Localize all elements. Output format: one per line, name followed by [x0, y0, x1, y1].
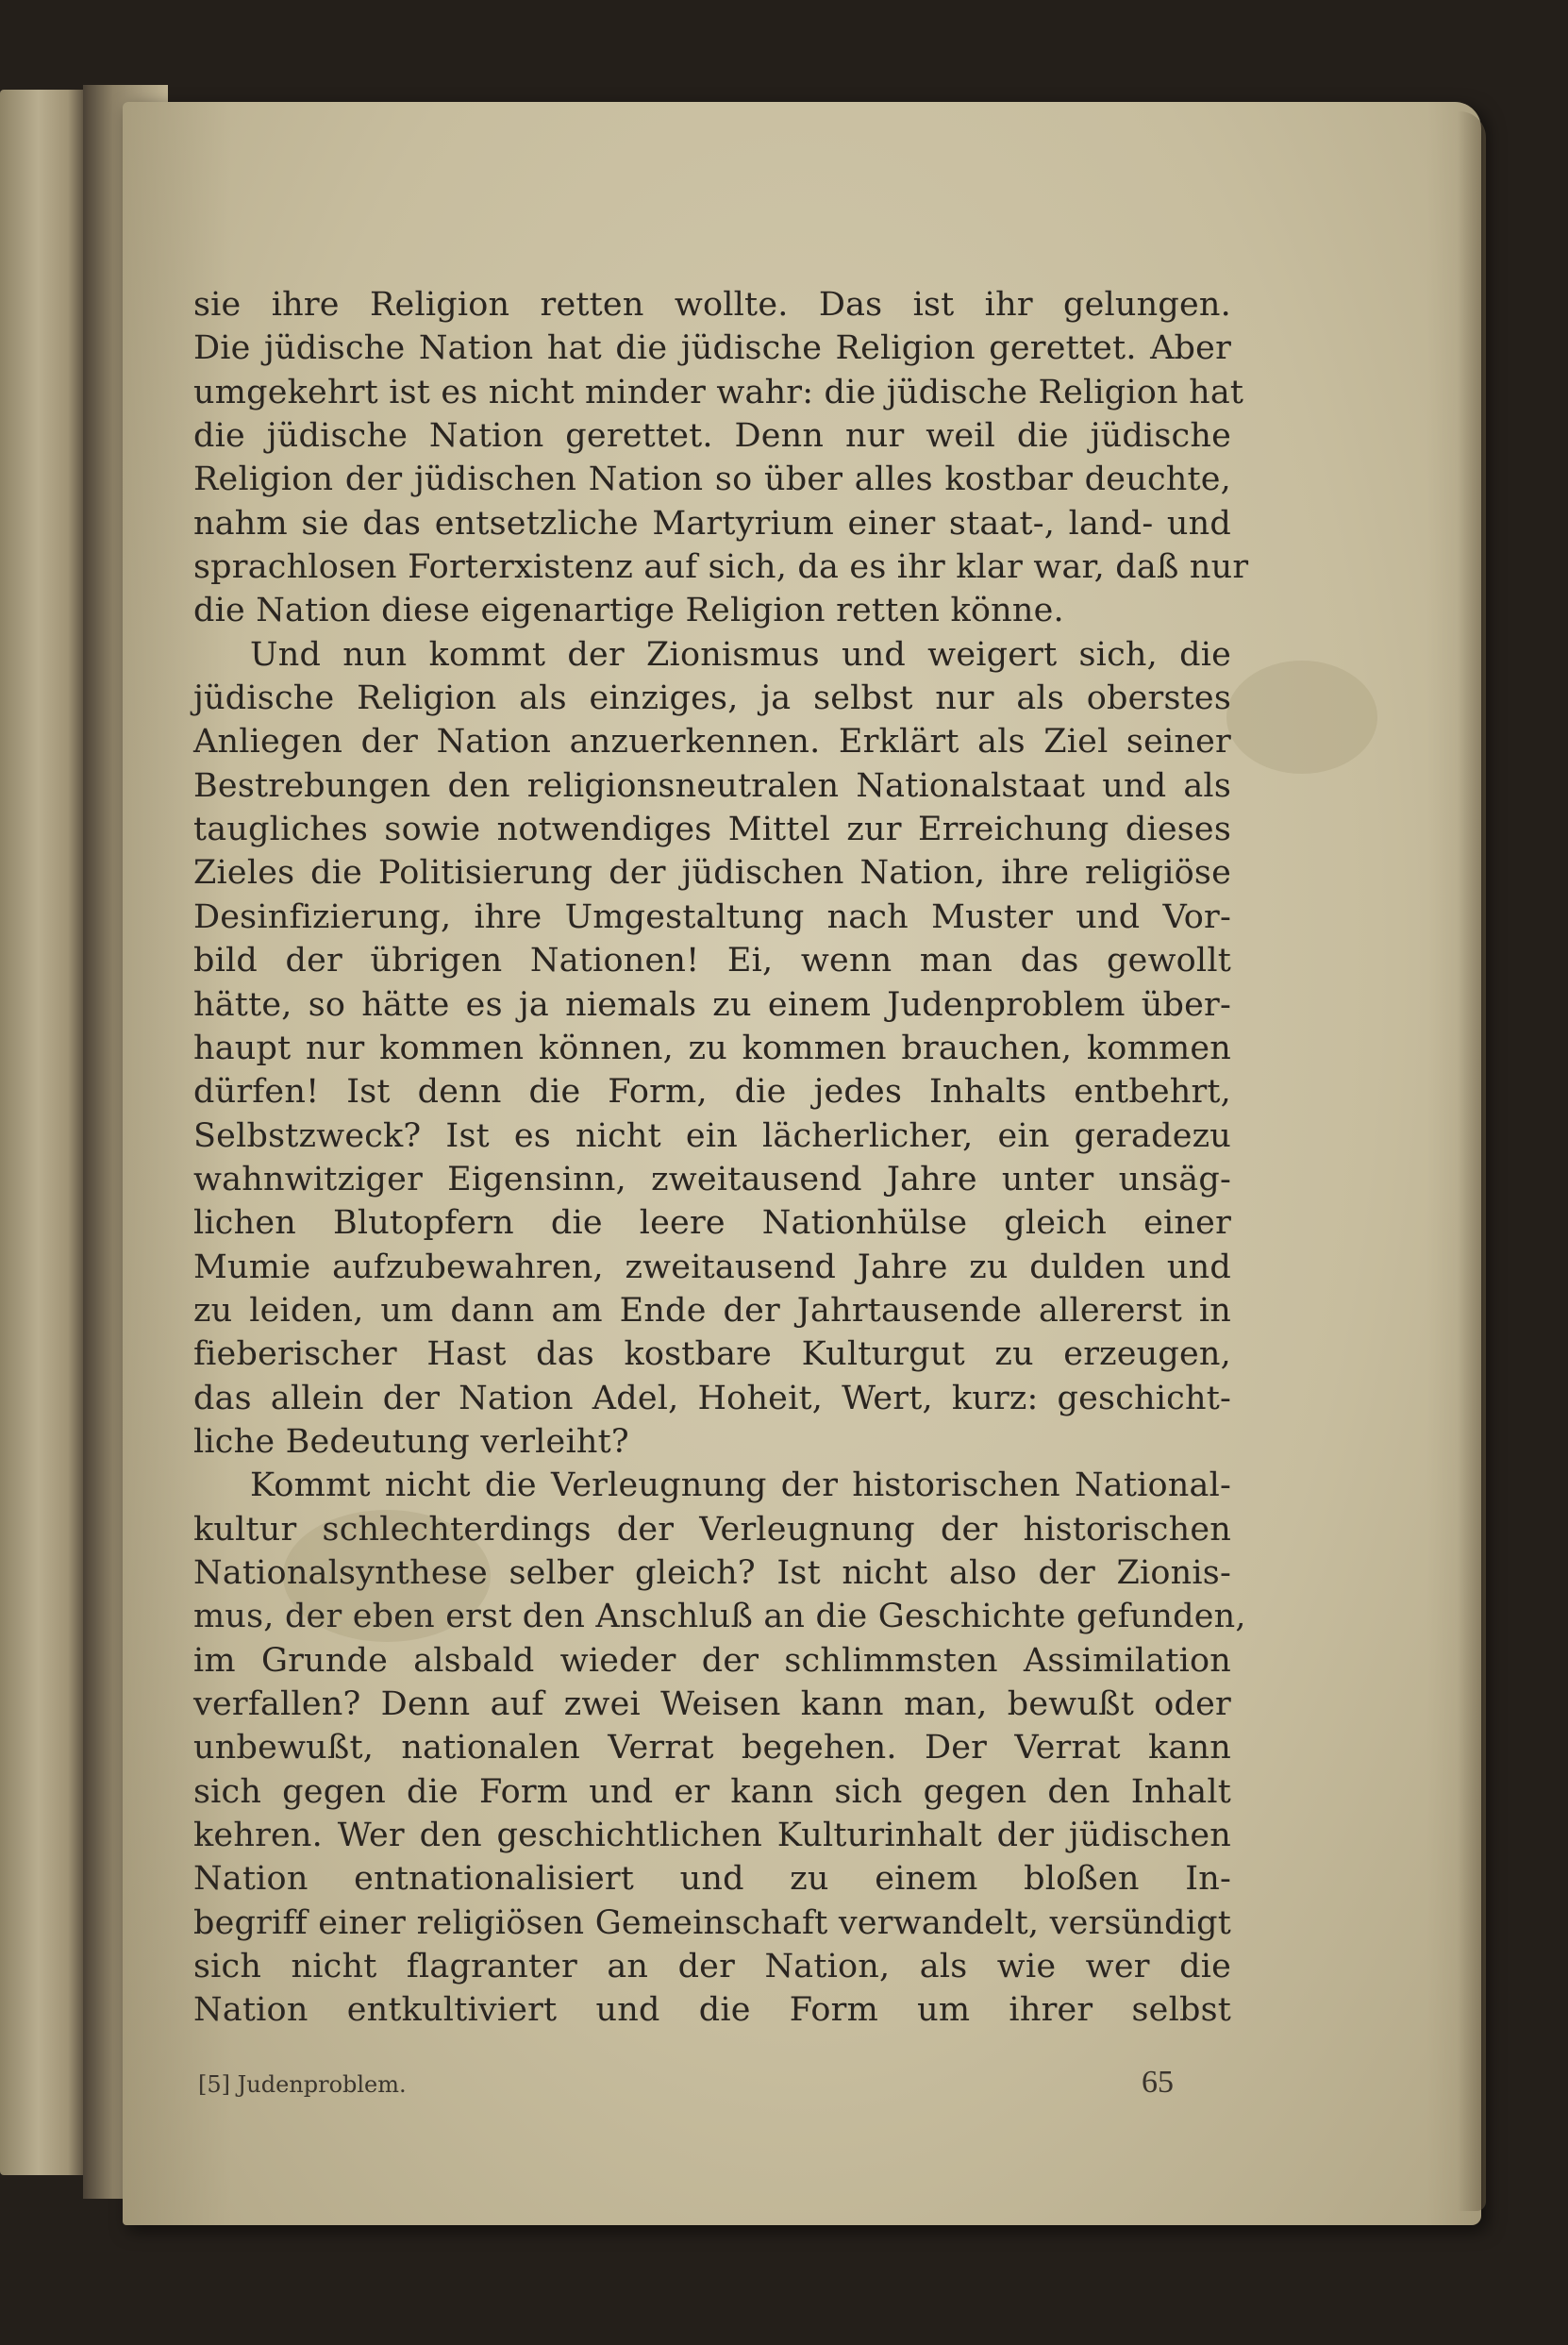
text-line: Zieles die Politisierung der jüdischen Nation, ihre religiöse	[193, 854, 1231, 893]
text-line: zu leiden, um dann am Ende der Jahrtausende allererst in	[193, 1291, 1231, 1330]
text-line: Desinfizierung, ihre Umgestaltung nach Muster und Vor-	[193, 897, 1231, 936]
text-line: Religion der jüdischen Nation so über alles kostbar deuchte,	[193, 461, 1231, 499]
text-line: kehren. Wer den geschichtlichen Kulturinhalt der jüdischen	[193, 1817, 1231, 1855]
text-line: im Grunde alsbald wieder der schlimmsten Assimilation	[193, 1641, 1231, 1680]
text-line: Nationalsynthese selber gleich? Ist nicht also der Zionis-	[193, 1553, 1231, 1592]
text-line: kultur schlechterdings der Verleugnung der historischen	[193, 1510, 1231, 1549]
text-line: mus, der eben erst den Anschluß an die Geschichte gefunden,	[193, 1598, 1246, 1636]
text-line: die Nation diese eigenartige Religion retten könne.	[193, 592, 1064, 630]
body-text	[193, 283, 1249, 2033]
paper-stain	[1226, 661, 1377, 774]
text-line: unbewußt, nationalen Verrat begehen. Der Verrat kann	[193, 1729, 1231, 1767]
page-number: 65	[1142, 2065, 1174, 2100]
text-line: wahnwitziger Eigensinn, zweitausend Jahre unter unsäg-	[193, 1160, 1231, 1198]
text-line: Bestrebungen den religionsneutralen Nationalstaat und als	[193, 766, 1231, 805]
text-line: haupt nur kommen können, zu kommen brauchen, kommen	[193, 1029, 1231, 1067]
text-line: sich nicht flagranter an der Nation, als wie wer die	[193, 1948, 1231, 1986]
text-line: liche Bedeutung verleiht?	[193, 1422, 629, 1461]
text-line: Nation entnationalisiert und zu einem bloßen In-	[193, 1860, 1231, 1899]
text-line: hätte, so hätte es ja niemals zu einem Judenproblem über-	[193, 985, 1231, 1024]
text-line: sich gegen die Form und er kann sich gegen den Inhalt	[193, 1772, 1231, 1811]
text-line: lichen Blutopfern die leere Nationhülse gleich einer	[193, 1204, 1231, 1243]
left-page-edge	[0, 90, 85, 2175]
text-line: fieberischer Hast das kostbare Kulturgut zu erzeugen,	[193, 1335, 1231, 1374]
text-line: nahm sie das entsetzliche Martyrium einer staat-, land- und	[193, 504, 1231, 543]
text-line: bild der übrigen Nationen! Ei, wenn man das gewollt	[193, 942, 1231, 980]
text-line: sie ihre Religion retten wollte. Das ist ihr gelungen.	[193, 286, 1231, 324]
text-line: Anliegen der Nation anzuerkennen. Erklärt als Ziel seiner	[193, 723, 1231, 762]
text-line: sprachlosen Forterxistenz auf sich, da es ihr klar war, daß nur	[193, 548, 1249, 587]
text-line: Nation entkultiviert und die Form um ihrer selbst	[193, 1991, 1231, 2030]
text-line: jüdische Religion als einziges, ja selbst nur als oberstes	[193, 679, 1231, 718]
text-line: verfallen? Denn auf zwei Weisen kann man, bewußt oder	[193, 1685, 1231, 1723]
text-line: Selbstzweck? Ist es nicht ein lächerlicher, ein geradezu	[193, 1116, 1231, 1155]
footer-signature: [5] Judenproblem.	[198, 2071, 407, 2098]
text-line: begriff einer religiösen Gemeinschaft verwandelt, versündigt	[193, 1903, 1231, 1942]
text-line: dürfen! Ist denn die Form, die jedes Inhalts entbehrt,	[193, 1073, 1231, 1112]
text-line: Kommt nicht die Verleugnung der historischen National-	[250, 1466, 1231, 1505]
page-right-edge	[1458, 111, 1486, 2211]
text-line: taugliches sowie notwendiges Mittel zur Erreichung dieses	[193, 811, 1231, 849]
text-line: Mumie aufzubewahren, zweitausend Jahre zu dulden und	[193, 1248, 1231, 1286]
text-line: Die jüdische Nation hat die jüdische Religion gerettet. Aber	[193, 329, 1231, 368]
text-line: Und nun kommt der Zionismus und weigert sich, die	[250, 635, 1231, 674]
text-line: umgekehrt ist es nicht minder wahr: die jüdische Religion hat	[193, 373, 1244, 411]
text-line: das allein der Nation Adel, Hoheit, Wert, kurz: geschicht-	[193, 1379, 1231, 1417]
text-line: die jüdische Nation gerettet. Denn nur weil die jüdische	[193, 417, 1231, 456]
